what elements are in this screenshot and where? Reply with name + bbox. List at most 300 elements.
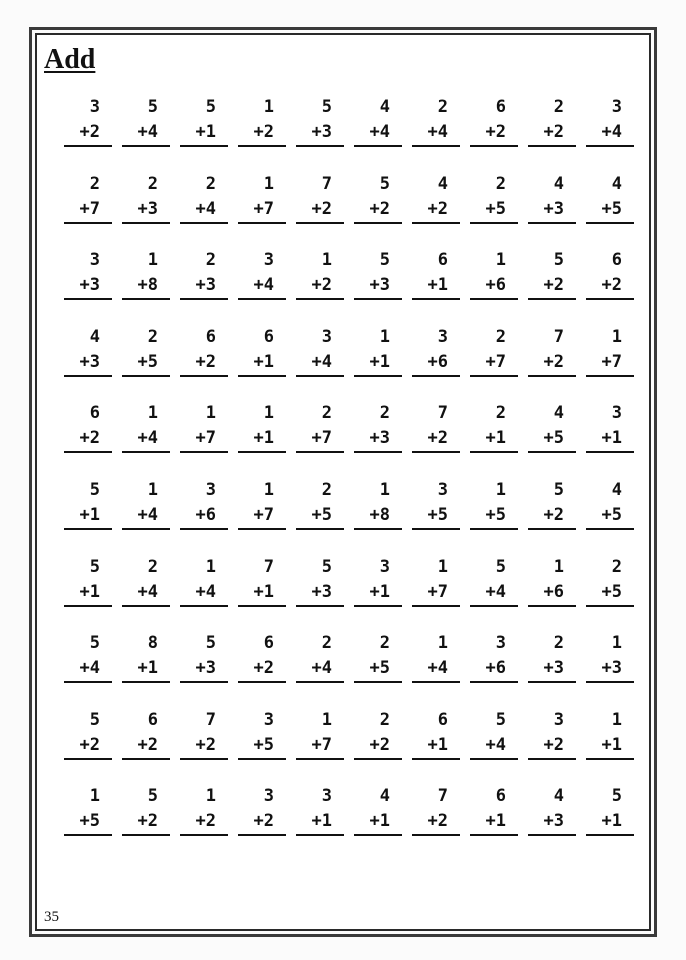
top-number: 1 <box>495 250 506 271</box>
top-number: 2 <box>553 633 564 654</box>
addition-problem <box>525 629 583 699</box>
addend: +2 <box>543 122 564 142</box>
addition-problem <box>119 323 177 393</box>
addition-problem <box>235 323 293 393</box>
top-number: 5 <box>89 633 100 654</box>
addition-problem <box>235 706 293 776</box>
answer-line <box>64 758 112 760</box>
top-number: 1 <box>379 479 390 500</box>
answer-line <box>354 145 402 147</box>
top-number: 6 <box>263 326 274 347</box>
addend: +1 <box>253 581 274 602</box>
addend: +5 <box>369 658 390 679</box>
addend: +1 <box>79 504 100 525</box>
addition-problem <box>235 246 293 316</box>
answer-line <box>412 375 460 377</box>
addend: +4 <box>195 581 216 602</box>
answer-line <box>296 681 344 683</box>
answer-line <box>296 451 344 453</box>
addend: +4 <box>253 275 274 296</box>
addend: +4 <box>427 122 448 142</box>
addend: +2 <box>427 198 448 219</box>
addend: +8 <box>369 504 390 525</box>
addend: +6 <box>543 581 564 602</box>
addition-problem <box>467 629 525 699</box>
addition-problem <box>351 476 409 546</box>
addend: +5 <box>485 504 506 525</box>
addition-problem <box>119 170 177 240</box>
top-number: 2 <box>147 326 158 347</box>
addition-problem <box>177 170 235 240</box>
answer-line <box>122 145 170 147</box>
addition-problem <box>177 629 235 699</box>
top-number: 5 <box>205 97 216 117</box>
answer-line <box>354 451 402 453</box>
top-number: 2 <box>205 250 216 271</box>
addend: +1 <box>485 811 506 832</box>
addition-problem <box>467 170 525 240</box>
top-number: 1 <box>437 556 448 577</box>
addend: +2 <box>253 658 274 679</box>
top-number: 1 <box>205 403 216 424</box>
top-number: 6 <box>495 786 506 807</box>
addition-problem <box>351 629 409 699</box>
top-number: 5 <box>205 633 216 654</box>
answer-line <box>528 758 576 760</box>
answer-line <box>180 758 228 760</box>
addition-problem <box>61 93 119 163</box>
addend: +4 <box>427 658 448 679</box>
answer-line <box>586 681 634 683</box>
addition-problem <box>467 323 525 393</box>
addition-problem <box>467 399 525 469</box>
addition-problem <box>525 553 583 623</box>
addition-problem <box>409 782 467 852</box>
addition-problem <box>119 553 177 623</box>
addend: +1 <box>427 275 448 296</box>
addition-problem <box>293 93 351 163</box>
addition-problem <box>177 246 235 316</box>
answer-line <box>354 375 402 377</box>
top-number: 2 <box>147 556 158 577</box>
addend: +3 <box>137 198 158 219</box>
answer-line <box>296 375 344 377</box>
answer-line <box>354 681 402 683</box>
answer-line <box>64 605 112 607</box>
addition-problem <box>177 706 235 776</box>
addition-problem <box>467 782 525 852</box>
addend: +1 <box>601 734 622 755</box>
top-number: 6 <box>611 250 622 271</box>
answer-line <box>296 605 344 607</box>
top-number: 5 <box>89 556 100 577</box>
addend: +4 <box>137 428 158 449</box>
top-number: 1 <box>495 479 506 500</box>
answer-line <box>528 375 576 377</box>
addend: +4 <box>137 581 158 602</box>
answer-line <box>180 681 228 683</box>
answer-line <box>586 758 634 760</box>
answer-line <box>412 145 460 147</box>
answer-line <box>586 375 634 377</box>
addend: +2 <box>601 275 622 296</box>
addition-problem <box>525 246 583 316</box>
top-number: 3 <box>437 326 448 347</box>
answer-line <box>586 145 634 147</box>
addend: +5 <box>311 504 332 525</box>
addition-problem <box>119 399 177 469</box>
answer-line <box>470 605 518 607</box>
addend: +5 <box>601 198 622 219</box>
answer-line <box>122 605 170 607</box>
problem-row <box>61 246 641 323</box>
addend: +3 <box>601 658 622 679</box>
addend: +2 <box>195 351 216 372</box>
addend: +1 <box>369 581 390 602</box>
addition-problem <box>351 93 409 163</box>
addend: +6 <box>427 351 448 372</box>
addition-problem <box>467 246 525 316</box>
answer-line <box>528 681 576 683</box>
answer-line <box>64 222 112 224</box>
top-number: 3 <box>553 709 564 730</box>
answer-line <box>354 605 402 607</box>
addition-problem <box>525 706 583 776</box>
top-number: 2 <box>205 173 216 194</box>
top-number: 1 <box>379 326 390 347</box>
answer-line <box>122 222 170 224</box>
addend: +6 <box>485 658 506 679</box>
top-number: 6 <box>89 403 100 424</box>
addition-problem <box>293 399 351 469</box>
top-number: 5 <box>321 556 332 577</box>
top-number: 1 <box>89 786 100 807</box>
answer-line <box>296 222 344 224</box>
answer-line <box>470 834 518 836</box>
top-number: 3 <box>321 786 332 807</box>
addend: +1 <box>369 811 390 832</box>
addend: +8 <box>137 275 158 296</box>
answer-line <box>180 298 228 300</box>
addend: +5 <box>543 428 564 449</box>
top-number: 5 <box>379 250 390 271</box>
addend: +4 <box>137 504 158 525</box>
addend: +2 <box>543 504 564 525</box>
top-number: 2 <box>495 173 506 194</box>
addend: +3 <box>543 658 564 679</box>
top-number: 3 <box>321 326 332 347</box>
problem-row <box>61 629 641 706</box>
addition-problem <box>351 782 409 852</box>
top-number: 7 <box>437 786 448 807</box>
answer-line <box>238 222 286 224</box>
top-number: 2 <box>321 633 332 654</box>
addition-problem <box>177 553 235 623</box>
top-number: 2 <box>89 173 100 194</box>
top-number: 4 <box>437 173 448 194</box>
answer-line <box>470 451 518 453</box>
addend: +2 <box>311 275 332 296</box>
top-number: 2 <box>437 97 448 117</box>
top-number: 5 <box>89 709 100 730</box>
answer-line <box>180 834 228 836</box>
addend: +2 <box>543 351 564 372</box>
addition-problem <box>409 93 467 163</box>
addition-problem <box>409 399 467 469</box>
addend: +1 <box>137 658 158 679</box>
addition-problem <box>525 170 583 240</box>
addend: +7 <box>253 198 274 219</box>
answer-line <box>122 834 170 836</box>
top-number: 6 <box>437 250 448 271</box>
top-number: 1 <box>263 173 274 194</box>
addend: +2 <box>195 734 216 755</box>
addition-problem <box>583 399 641 469</box>
top-number: 1 <box>263 97 274 117</box>
addend: +1 <box>601 811 622 832</box>
top-number: 1 <box>205 556 216 577</box>
worksheet-title: Add <box>44 44 96 75</box>
addition-problem <box>119 629 177 699</box>
addend: +7 <box>427 581 448 602</box>
top-number: 5 <box>553 479 564 500</box>
addend: +3 <box>543 811 564 832</box>
addend: +7 <box>311 428 332 449</box>
top-number: 2 <box>553 97 564 117</box>
addend: +5 <box>427 504 448 525</box>
top-number: 5 <box>147 786 158 807</box>
top-number: 1 <box>321 250 332 271</box>
addition-problem <box>177 93 235 163</box>
addition-problem <box>583 706 641 776</box>
answer-line <box>238 834 286 836</box>
top-number: 5 <box>147 97 158 117</box>
answer-line <box>64 298 112 300</box>
addend: +2 <box>79 734 100 755</box>
answer-line <box>412 528 460 530</box>
addend: +4 <box>601 122 622 142</box>
answer-line <box>238 528 286 530</box>
answer-line <box>180 375 228 377</box>
top-number: 2 <box>379 403 390 424</box>
top-number: 1 <box>263 403 274 424</box>
addition-problem <box>119 93 177 163</box>
answer-line <box>238 605 286 607</box>
top-number: 4 <box>89 326 100 347</box>
addition-problem <box>61 170 119 240</box>
addend: +4 <box>79 658 100 679</box>
addition-problem <box>119 706 177 776</box>
addend: +5 <box>601 581 622 602</box>
addition-problem <box>293 246 351 316</box>
addition-problem <box>409 170 467 240</box>
addend: +1 <box>485 428 506 449</box>
top-number: 5 <box>379 173 390 194</box>
addition-problem <box>583 553 641 623</box>
answer-line <box>470 681 518 683</box>
answer-line <box>354 758 402 760</box>
addend: +1 <box>427 734 448 755</box>
answer-line <box>122 758 170 760</box>
top-number: 3 <box>495 633 506 654</box>
answer-line <box>64 451 112 453</box>
answer-line <box>528 528 576 530</box>
addend: +1 <box>253 351 274 372</box>
top-number: 3 <box>263 250 274 271</box>
addition-problem <box>409 246 467 316</box>
answer-line <box>64 145 112 147</box>
top-number: 2 <box>321 479 332 500</box>
top-number: 1 <box>147 403 158 424</box>
top-number: 3 <box>263 709 274 730</box>
addition-problem <box>525 93 583 163</box>
top-number: 3 <box>611 97 622 117</box>
addition-problem <box>409 706 467 776</box>
addend: +5 <box>601 504 622 525</box>
addition-problem <box>61 782 119 852</box>
problem-row <box>61 323 641 400</box>
answer-line <box>470 298 518 300</box>
answer-line <box>528 145 576 147</box>
top-number: 7 <box>553 326 564 347</box>
addition-problem <box>293 323 351 393</box>
addend: +7 <box>601 351 622 372</box>
addition-problem <box>351 323 409 393</box>
addend: +4 <box>311 658 332 679</box>
addend: +1 <box>369 351 390 372</box>
addition-problem <box>235 93 293 163</box>
addend: +1 <box>195 122 216 142</box>
answer-line <box>354 834 402 836</box>
addend: +7 <box>311 734 332 755</box>
answer-line <box>528 222 576 224</box>
top-number: 1 <box>205 786 216 807</box>
answer-line <box>122 375 170 377</box>
addend: +2 <box>311 198 332 219</box>
addition-problem <box>61 399 119 469</box>
top-number: 6 <box>437 709 448 730</box>
top-number: 7 <box>437 403 448 424</box>
top-number: 4 <box>553 173 564 194</box>
addend: +3 <box>195 275 216 296</box>
top-number: 7 <box>263 556 274 577</box>
answer-line <box>64 834 112 836</box>
addition-problem <box>61 246 119 316</box>
problem-row <box>61 476 641 553</box>
addition-problem <box>119 246 177 316</box>
answer-line <box>354 528 402 530</box>
addition-problem <box>61 476 119 546</box>
addition-problem <box>409 323 467 393</box>
answer-line <box>470 758 518 760</box>
addition-problem <box>235 476 293 546</box>
addend: +3 <box>369 275 390 296</box>
page-number: 35 <box>44 909 59 925</box>
answer-line <box>586 528 634 530</box>
addend: +2 <box>543 734 564 755</box>
addition-problem <box>583 246 641 316</box>
answer-line <box>354 298 402 300</box>
answer-line <box>354 222 402 224</box>
addition-problem <box>351 170 409 240</box>
problem-row <box>61 170 641 247</box>
answer-line <box>470 145 518 147</box>
addend: +7 <box>253 504 274 525</box>
addition-problem <box>525 782 583 852</box>
addition-problem <box>235 399 293 469</box>
addend: +2 <box>137 734 158 755</box>
top-number: 5 <box>89 479 100 500</box>
answer-line <box>528 451 576 453</box>
answer-line <box>122 298 170 300</box>
addition-problem <box>293 629 351 699</box>
addend: +5 <box>253 734 274 755</box>
top-number: 3 <box>611 403 622 424</box>
answer-line <box>238 375 286 377</box>
addend: +2 <box>369 198 390 219</box>
addition-problem <box>583 782 641 852</box>
answer-line <box>122 681 170 683</box>
addition-problem <box>235 170 293 240</box>
top-number: 5 <box>495 709 506 730</box>
top-number: 3 <box>379 556 390 577</box>
top-number: 2 <box>611 556 622 577</box>
answer-line <box>122 451 170 453</box>
top-number: 1 <box>611 326 622 347</box>
addition-problem <box>525 399 583 469</box>
answer-line <box>586 298 634 300</box>
answer-line <box>180 222 228 224</box>
addend: +7 <box>485 351 506 372</box>
top-number: 1 <box>553 556 564 577</box>
top-number: 1 <box>611 633 622 654</box>
addend: +4 <box>485 734 506 755</box>
answer-line <box>528 605 576 607</box>
addend: +4 <box>195 198 216 219</box>
answer-line <box>412 451 460 453</box>
answer-line <box>412 834 460 836</box>
addition-problem <box>293 476 351 546</box>
addend: +2 <box>427 811 448 832</box>
addend: +3 <box>311 581 332 602</box>
answer-line <box>586 222 634 224</box>
addition-problem <box>351 553 409 623</box>
answer-line <box>586 834 634 836</box>
top-number: 1 <box>263 479 274 500</box>
addition-problem <box>351 706 409 776</box>
addition-problem <box>583 476 641 546</box>
top-number: 5 <box>495 556 506 577</box>
answer-line <box>296 834 344 836</box>
answer-line <box>238 758 286 760</box>
answer-line <box>296 758 344 760</box>
top-number: 3 <box>89 97 100 117</box>
answer-line <box>180 145 228 147</box>
top-number: 6 <box>263 633 274 654</box>
answer-line <box>238 145 286 147</box>
top-number: 1 <box>147 250 158 271</box>
addend: +7 <box>195 428 216 449</box>
top-number: 4 <box>379 97 390 117</box>
answer-line <box>412 758 460 760</box>
top-number: 1 <box>321 709 332 730</box>
addend: +3 <box>79 351 100 372</box>
addition-problem <box>61 629 119 699</box>
top-number: 2 <box>379 709 390 730</box>
addition-problem <box>409 476 467 546</box>
addend: +6 <box>485 275 506 296</box>
top-number: 6 <box>205 326 216 347</box>
